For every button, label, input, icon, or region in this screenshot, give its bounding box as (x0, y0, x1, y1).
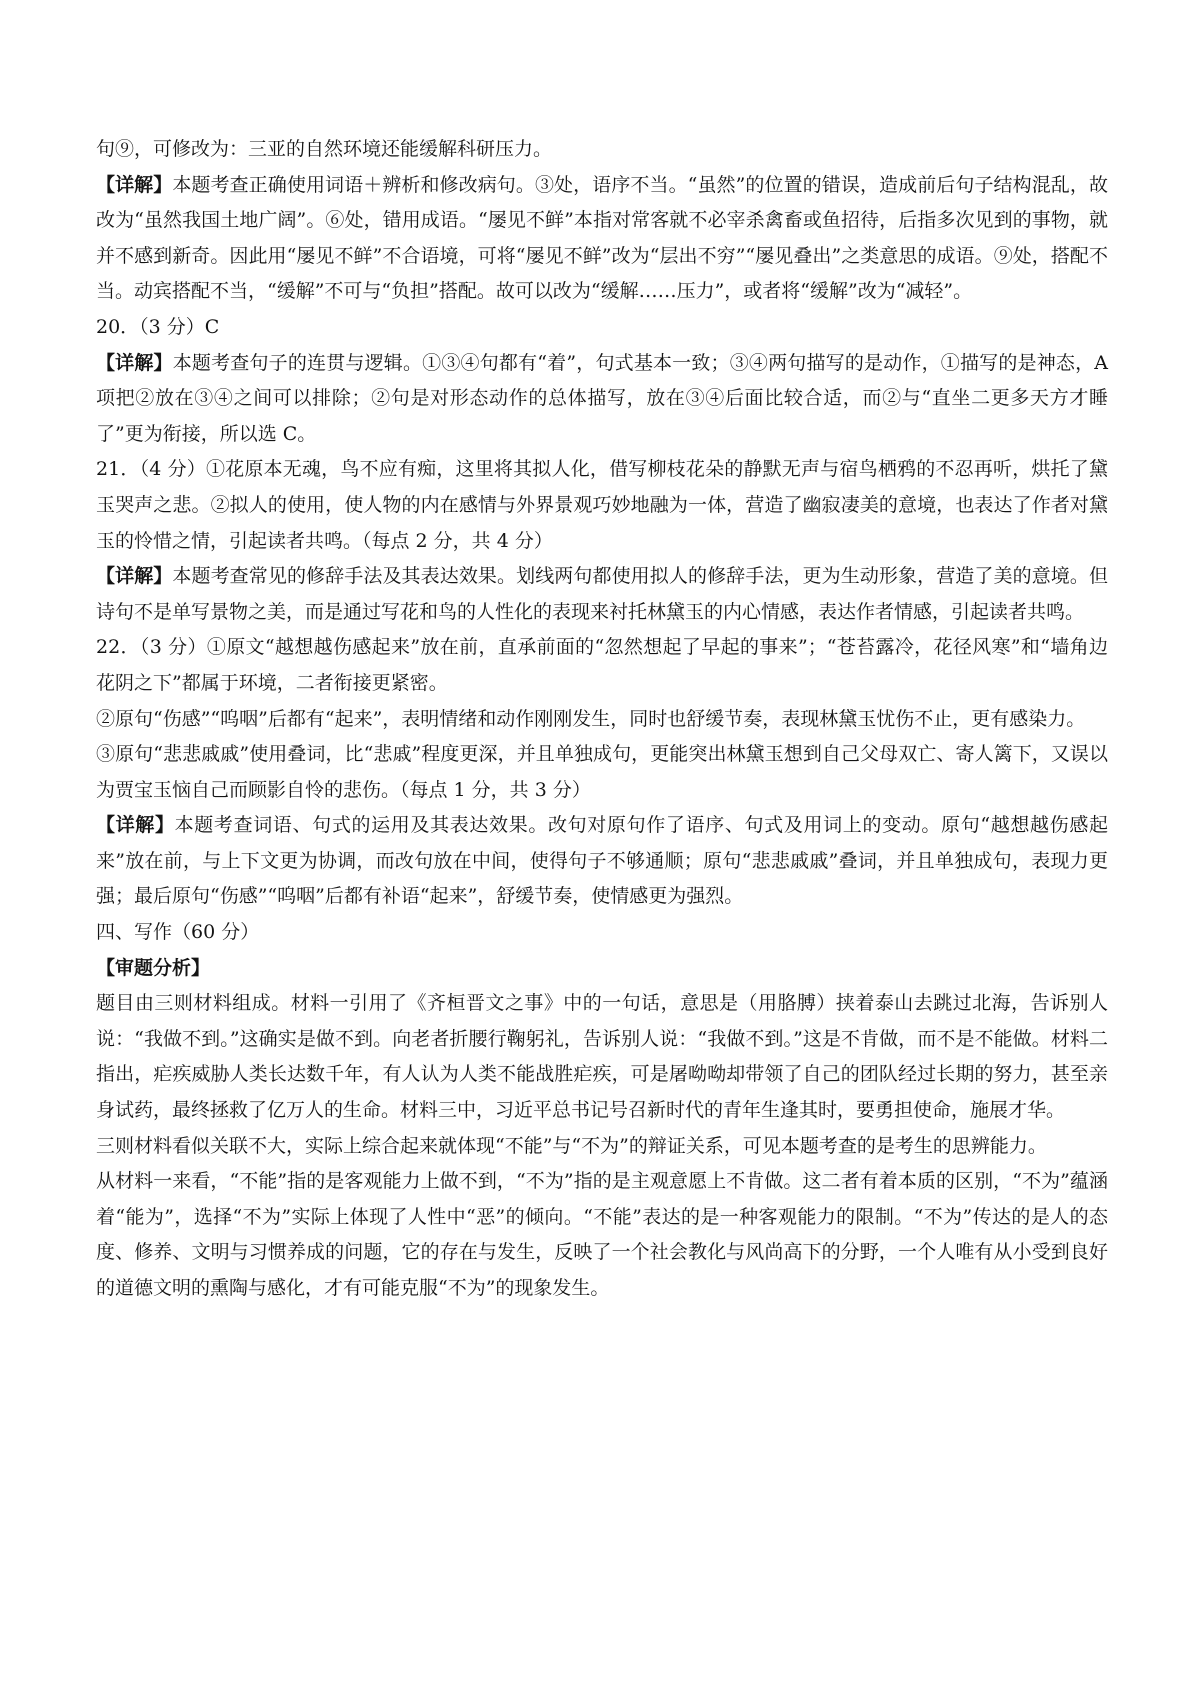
paragraph-text: 三则材料看似关联不大，实际上综合起来就体现“不能”与“不为”的辩证关系，可见本题考查的是考生的思辨能力。 (96, 1134, 1047, 1157)
detail-label: 【详解】 (96, 351, 173, 374)
topic-analysis-heading (96, 951, 1108, 987)
paragraph-text: ②原句“伤感”“呜咽”后都有“起来”，表明情绪和动作刚刚发生，同时也舒缓节奏，表现林黛玉忧伤不止，更有感染力。 (96, 707, 1086, 730)
answer-22-point-2 (96, 702, 1108, 738)
paragraph-text: 题目由三则材料组成。材料一引用了《齐桓晋文之事》中的一句话，意思是（用胳膊）挟着泰山去跳过北海，告诉别人说：“我做不到。”这确实是做不到。向老者折腰行鞠躬礼，告诉别人说：“我做不到。”这是不肯做，而不是不能做。材料二指出，疟疾威胁人类长达数千年，有人认为人类不能战胜疟疾，可是屠呦呦却带领了自己的团队经过长期的努力，甚至亲身试药，最终拯救了亿万人的生命。材料三中，习近平总书记号召新时代的青年生逢其时，要勇担使命，施展才华。 (96, 992, 1108, 1122)
section-heading-writing (96, 915, 1108, 951)
detail-label: 【详解】 (96, 565, 173, 588)
answer-22-point-1 (96, 630, 1108, 701)
detail-label: 【详解】 (96, 173, 173, 196)
detail-explanation-20 (96, 346, 1108, 453)
paragraph-text: 22．（3 分）①原文“越想越伤感起来”放在前，直承前面的“忽然想起了早起的事来”；“苍苔露冷，花径风寒”和“墙角边花阴之下”都属于环境，二者衔接更紧密。 (96, 636, 1108, 694)
paragraph-text: 21．（4 分）①花原本无魂，鸟不应有痴，这里将其拟人化，借写柳枝花朵的静默无声与宿鸟栖鸦的不忍再听，烘托了黛玉哭声之悲。②拟人的使用，使人物的内在感情与外界景观巧妙地融为一体，营造了幽寂凄美的意境，也表达了作者对黛玉的怜惜之情，引起读者共鸣。（每点 2 分，共 4 分） (96, 458, 1108, 552)
analysis-paragraph-1 (96, 986, 1108, 1128)
detail-label: 【详解】 (96, 814, 175, 837)
paragraph-text: 本题考查正确使用词语＋辨析和修改病句。③处，语序不当。“虽然”的位置的错误，造成前后句子结构混乱，故改为“虽然我国土地广阔”。⑥处，错用成语。“屡见不鲜”本指对常客就不必宰杀禽畜或鱼招待，后指多次见到的事物，就并不感到新奇。因此用“屡见不鲜”不合语境，可将“屡见不鲜”改为“层出不穷”“屡见叠出”之类意思的成语。⑨处，搭配不当。动宾搭配不当，“缓解”不可与“负担”搭配。故可以改为“缓解……压力”，或者将“缓解”改为“减轻”。 (96, 173, 1108, 303)
paragraph-text: 本题考查词语、句式的运用及其表达效果。改句对原句作了语序、句式及用词上的变动。原句“越想越伤感起来”放在前，与上下文更为协调，而改句放在中间，使得句子不够通顺；原句“悲悲戚戚”叠词，并且单独成句，表现力更强；最后原句“伤感”“呜咽”后都有补语“起来”，舒缓节奏，使情感更为强烈。 (96, 814, 1108, 908)
paragraph-text: 句⑨，可修改为：三亚的自然环境还能缓解科研压力。 (96, 138, 553, 160)
analysis-paragraph-3 (96, 1164, 1108, 1306)
answer-explanation-9 (96, 132, 1108, 168)
analysis-paragraph-2 (96, 1129, 1108, 1165)
detail-explanation-22 (96, 808, 1108, 915)
analysis-label: 【审题分析】 (96, 956, 211, 979)
paragraph-text: 四、写作（60 分） (96, 921, 260, 944)
paragraph-text: 从材料一来看，“不能”指的是客观能力上做不到，“不为”指的是主观意愿上不肯做。这二者有着本质的区别，“不为”蕴涵着“能为”，选择“不为”实际上体现了人性中“恶”的倾向。“不能”表达的是一种客观能力的限制。“不为”传达的是人的态度、修养、文明与习惯养成的问题，它的存在与发生，反映了一个社会教化与风尚高下的分野，一个人唯有从小受到良好的道德文明的熏陶与感化，才有可能克服“不为”的现象发生。 (96, 1170, 1108, 1299)
detail-explanation-19 (96, 168, 1108, 310)
answer-22-point-3 (96, 737, 1108, 808)
detail-explanation-21 (96, 559, 1108, 630)
answer-20 (96, 310, 1108, 346)
paragraph-text: 20．（3 分）C (96, 315, 220, 338)
paragraph-text: 本题考查句子的连贯与逻辑。①③④句都有“着”，句式基本一致；③④两句描写的是动作，①描写的是神态，A 项把②放在③④之间可以排除；②句是对形态动作的总体描写，放在③④后面比较合适，而②与“直坐二更多天方才睡了”更为衔接，所以选 C。 (96, 351, 1108, 445)
paragraph-text: ③原句“悲悲戚戚”使用叠词，比“悲戚”程度更深，并且单独成句，更能突出林黛玉想到自己父母双亡、寄人篱下，又误以为贾宝玉恼自己而顾影自怜的悲伤。（每点 1 分，共 3 分） (96, 743, 1108, 801)
answer-21 (96, 452, 1108, 559)
paragraph-text: 本题考查常见的修辞手法及其表达效果。划线两句都使用拟人的修辞手法，更为生动形象，营造了美的意境。但诗句不是单写景物之美，而是通过写花和鸟的人性化的表现来衬托林黛玉的内心情感，表达作者情感，引起读者共鸣。 (96, 565, 1108, 623)
